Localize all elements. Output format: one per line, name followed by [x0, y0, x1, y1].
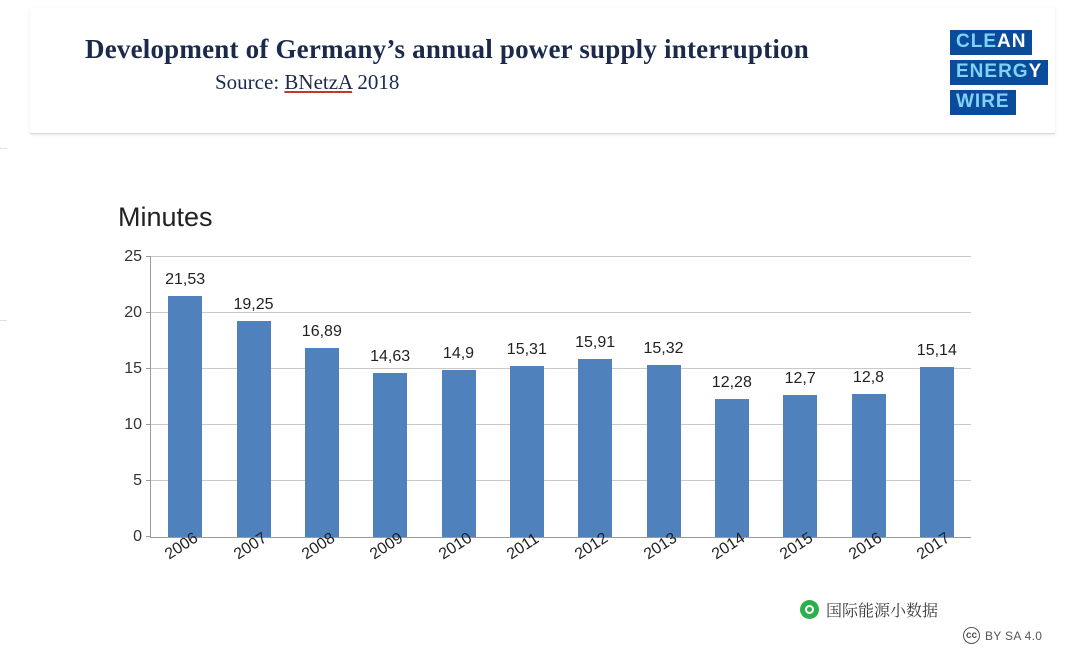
y-axis-tick-label: 20	[124, 304, 142, 321]
bar-value-label: 15,32	[643, 340, 684, 358]
plot-area	[124, 248, 971, 564]
y-axis-tick-label: 0	[133, 528, 142, 545]
bar-value-label: 14,63	[370, 348, 411, 366]
x-axis-tick-label: 2007	[230, 529, 270, 564]
logo-line-energy	[950, 60, 1048, 85]
bar	[442, 345, 476, 537]
wechat-account-icon	[800, 600, 819, 619]
y-axis-tick-label: 15	[124, 360, 142, 377]
logo-line-2-accent: ENERG	[956, 61, 1029, 82]
clean-energy-wire-logo	[950, 30, 1050, 125]
bar	[370, 348, 411, 537]
source-name: BNetzA	[284, 70, 353, 94]
bar	[301, 322, 342, 537]
chart-container	[0, 150, 1080, 620]
watermark-text: 国际能源小数据	[826, 601, 939, 620]
x-axis-tick-label: 2016	[845, 529, 885, 564]
bar	[852, 368, 886, 537]
y-axis-tick-mark	[146, 368, 151, 369]
bar-value-label: 14,9	[442, 345, 475, 363]
x-axis-tick-label: 2015	[777, 529, 817, 564]
bar	[711, 374, 752, 537]
bar	[916, 342, 957, 537]
gridline	[151, 368, 971, 369]
bar	[165, 270, 206, 537]
x-axis-tick-label: 2012	[572, 529, 612, 564]
source-label: Source:	[215, 70, 285, 94]
logo-line-1-rest: AN	[997, 31, 1027, 52]
bar-value-label: 15,14	[916, 342, 957, 360]
edge-artifact	[0, 148, 7, 149]
bar-value-label: 12,28	[711, 374, 752, 392]
x-axis-tick-label: 2013	[640, 529, 680, 564]
bar	[783, 369, 817, 537]
logo-line-clean	[950, 30, 1032, 55]
y-axis-tick-label: 5	[133, 472, 142, 489]
x-axis-tick-label: 2014	[708, 529, 748, 564]
x-axis-tick-label: 2017	[913, 529, 953, 564]
bar	[643, 340, 684, 537]
y-axis-tick-mark	[146, 536, 151, 537]
bar-value-label: 15,31	[506, 340, 547, 358]
bar-value-label: 19,25	[233, 296, 274, 314]
license-text: BY SA 4.0	[985, 628, 1043, 643]
gridline	[151, 424, 971, 425]
bar-value-label: 21,53	[165, 270, 206, 288]
y-axis-tick-mark	[146, 256, 151, 257]
x-axis-tick-label: 2008	[298, 529, 338, 564]
header-band	[30, 8, 1055, 134]
logo-line-2-rest: Y	[1028, 61, 1043, 82]
logo-line-1-accent: CLE	[956, 31, 997, 52]
bar	[575, 333, 616, 537]
y-axis-title: Minutes	[118, 202, 213, 232]
bar-value-label: 16,89	[301, 322, 342, 340]
license-badge	[963, 627, 1042, 644]
y-axis-tick-mark	[146, 312, 151, 313]
bar	[233, 296, 274, 537]
bar-value-label: 12,8	[852, 368, 885, 386]
gridline	[151, 312, 971, 313]
y-axis-tick-label: 10	[124, 416, 142, 433]
watermark	[800, 598, 938, 621]
x-axis-tick-label: 2010	[435, 529, 475, 564]
y-axis-tick-mark	[146, 480, 151, 481]
gridline	[151, 480, 971, 481]
source-line	[215, 70, 399, 95]
gridline	[151, 256, 971, 257]
creative-commons-icon: cc	[963, 627, 980, 644]
x-axis-tick-label: 2006	[162, 529, 202, 564]
bar	[506, 340, 547, 537]
x-axis-tick-label: 2009	[367, 529, 407, 564]
x-axis-tick-label: 2011	[503, 530, 542, 564]
logo-line-3-accent: WIRE	[956, 91, 1010, 112]
bar-value-label: 12,7	[784, 369, 816, 387]
source-year: 2018	[352, 70, 400, 94]
y-axis-tick-mark	[146, 424, 151, 425]
y-axis-tick-label: 25	[124, 248, 142, 265]
page-title: Development of Germany’s annual power supply interruption	[85, 34, 809, 64]
bar-value-label: 15,91	[575, 333, 616, 351]
logo-line-wire	[950, 90, 1016, 115]
